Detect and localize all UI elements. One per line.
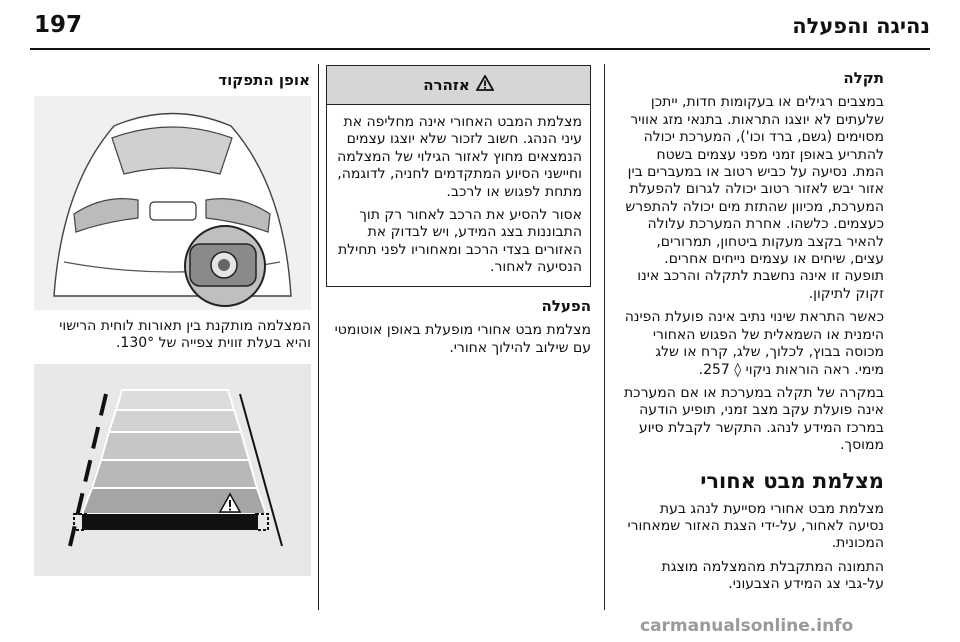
activation-section (326, 298, 591, 363)
page-header (0, 0, 960, 56)
function-heading: אופן התפקוד (218, 71, 310, 89)
warning-title: אזהרה (423, 76, 470, 94)
warning-header (327, 66, 590, 105)
fault-heading: תקלה (843, 69, 884, 87)
camera-caption: המצלמה מותקנת בין תאורות לוחית הרישוי והיא בעלת זווית צפייה של 130°. (59, 318, 311, 352)
activation-heading: הפעלה (541, 297, 591, 315)
parking-guide-display-image (34, 364, 311, 576)
car-rear-camera-image (34, 96, 311, 310)
fault-paragraph: במקרה של תקלה במערכת או אם המערכת אינה פועלת עקב מצב זמני, תופיע הודעה במרכז המידע לנהג. התקשר לקבלת סיוע ממוסך. (623, 384, 884, 454)
page-number: 197 (34, 12, 83, 38)
activation-text: מצלמת מבט אחורי מופעלת באופן אוטומטי עם שילוב להילוך אחורי. (334, 322, 591, 356)
section-title: נהיגה והפעלה (792, 14, 930, 38)
header-rule (30, 48, 930, 50)
fault-paragraph: במצבים רגילים או בעקומות חדות, ייתכן שלעתים לא יוצגו התראות. בתנאי מזג אוויר מסוימים (גשם, ברד וכו'), המערכת יכולה להתריע באופן זמני מפני עצמים בשטח המת. נסיעה על כביש רטוב או במעברים בין אזור יבש לאזור רטוב יכולה לגרום להפעלת המערכת, מכיוון שהתזת מים יכולה להתפרש כעצמים. כלשהו. אחרת המערכת עלולה להאיר בקצב מעקות ביטחון, תמרורים, עצים, שיחים או עצמים נייחים אחרים. תופעה זו אינה נחשבת לתקלה והרכב אינו זקוק לתיקון. (625, 94, 884, 302)
camera-paragraph: התמונה המתקבלת מהמצלמה מוצגת על-גבי צג המידע הצבעוני. (661, 558, 884, 593)
warning-box (326, 65, 591, 287)
column-divider-right (604, 64, 605, 610)
warning-paragraph: אסור להסיע את הרכב לאחור רק תוך התבוננות בצג המידע, ויש לבדוק את האזורים בצדי הרכב ומאחוריו לפני תחילת הנסיעה לאחור. (337, 207, 582, 276)
fault-paragraph: כאשר התראת שינוי נתיב אינה פועלת הפינה הימנית או השמאלית של הפגוש האחורי מכוסה בבוץ, לכלוך, שלג, קרח או שלג מימי. ראה הוראות ניקוי ◊ 257. (624, 309, 884, 378)
warning-paragraph: מצלמת המבט האחורי אינה מחליפה את עיני הנהג. חשוב לזכור שלא יוצגו עצמים הנמצאים מחוץ לאזור הגילוי של המצלמה וחיישני הסיוע המתקדמים לחניה, לדוגמה, מתחת לפגוש או לרכב. (337, 114, 582, 200)
watermark: carmanualsonline.info (640, 616, 854, 636)
camera-paragraph: מצלמת מבט אחורי מסייעת לנהג בעת נסיעה לאחור, על-ידי הצגת האזור שמאחורי המכונית. (627, 500, 884, 552)
right-column (622, 70, 884, 600)
warning-triangle-icon (476, 75, 494, 95)
column-divider-left (318, 64, 319, 610)
camera-heading: מצלמת מבט אחורי (700, 468, 884, 493)
